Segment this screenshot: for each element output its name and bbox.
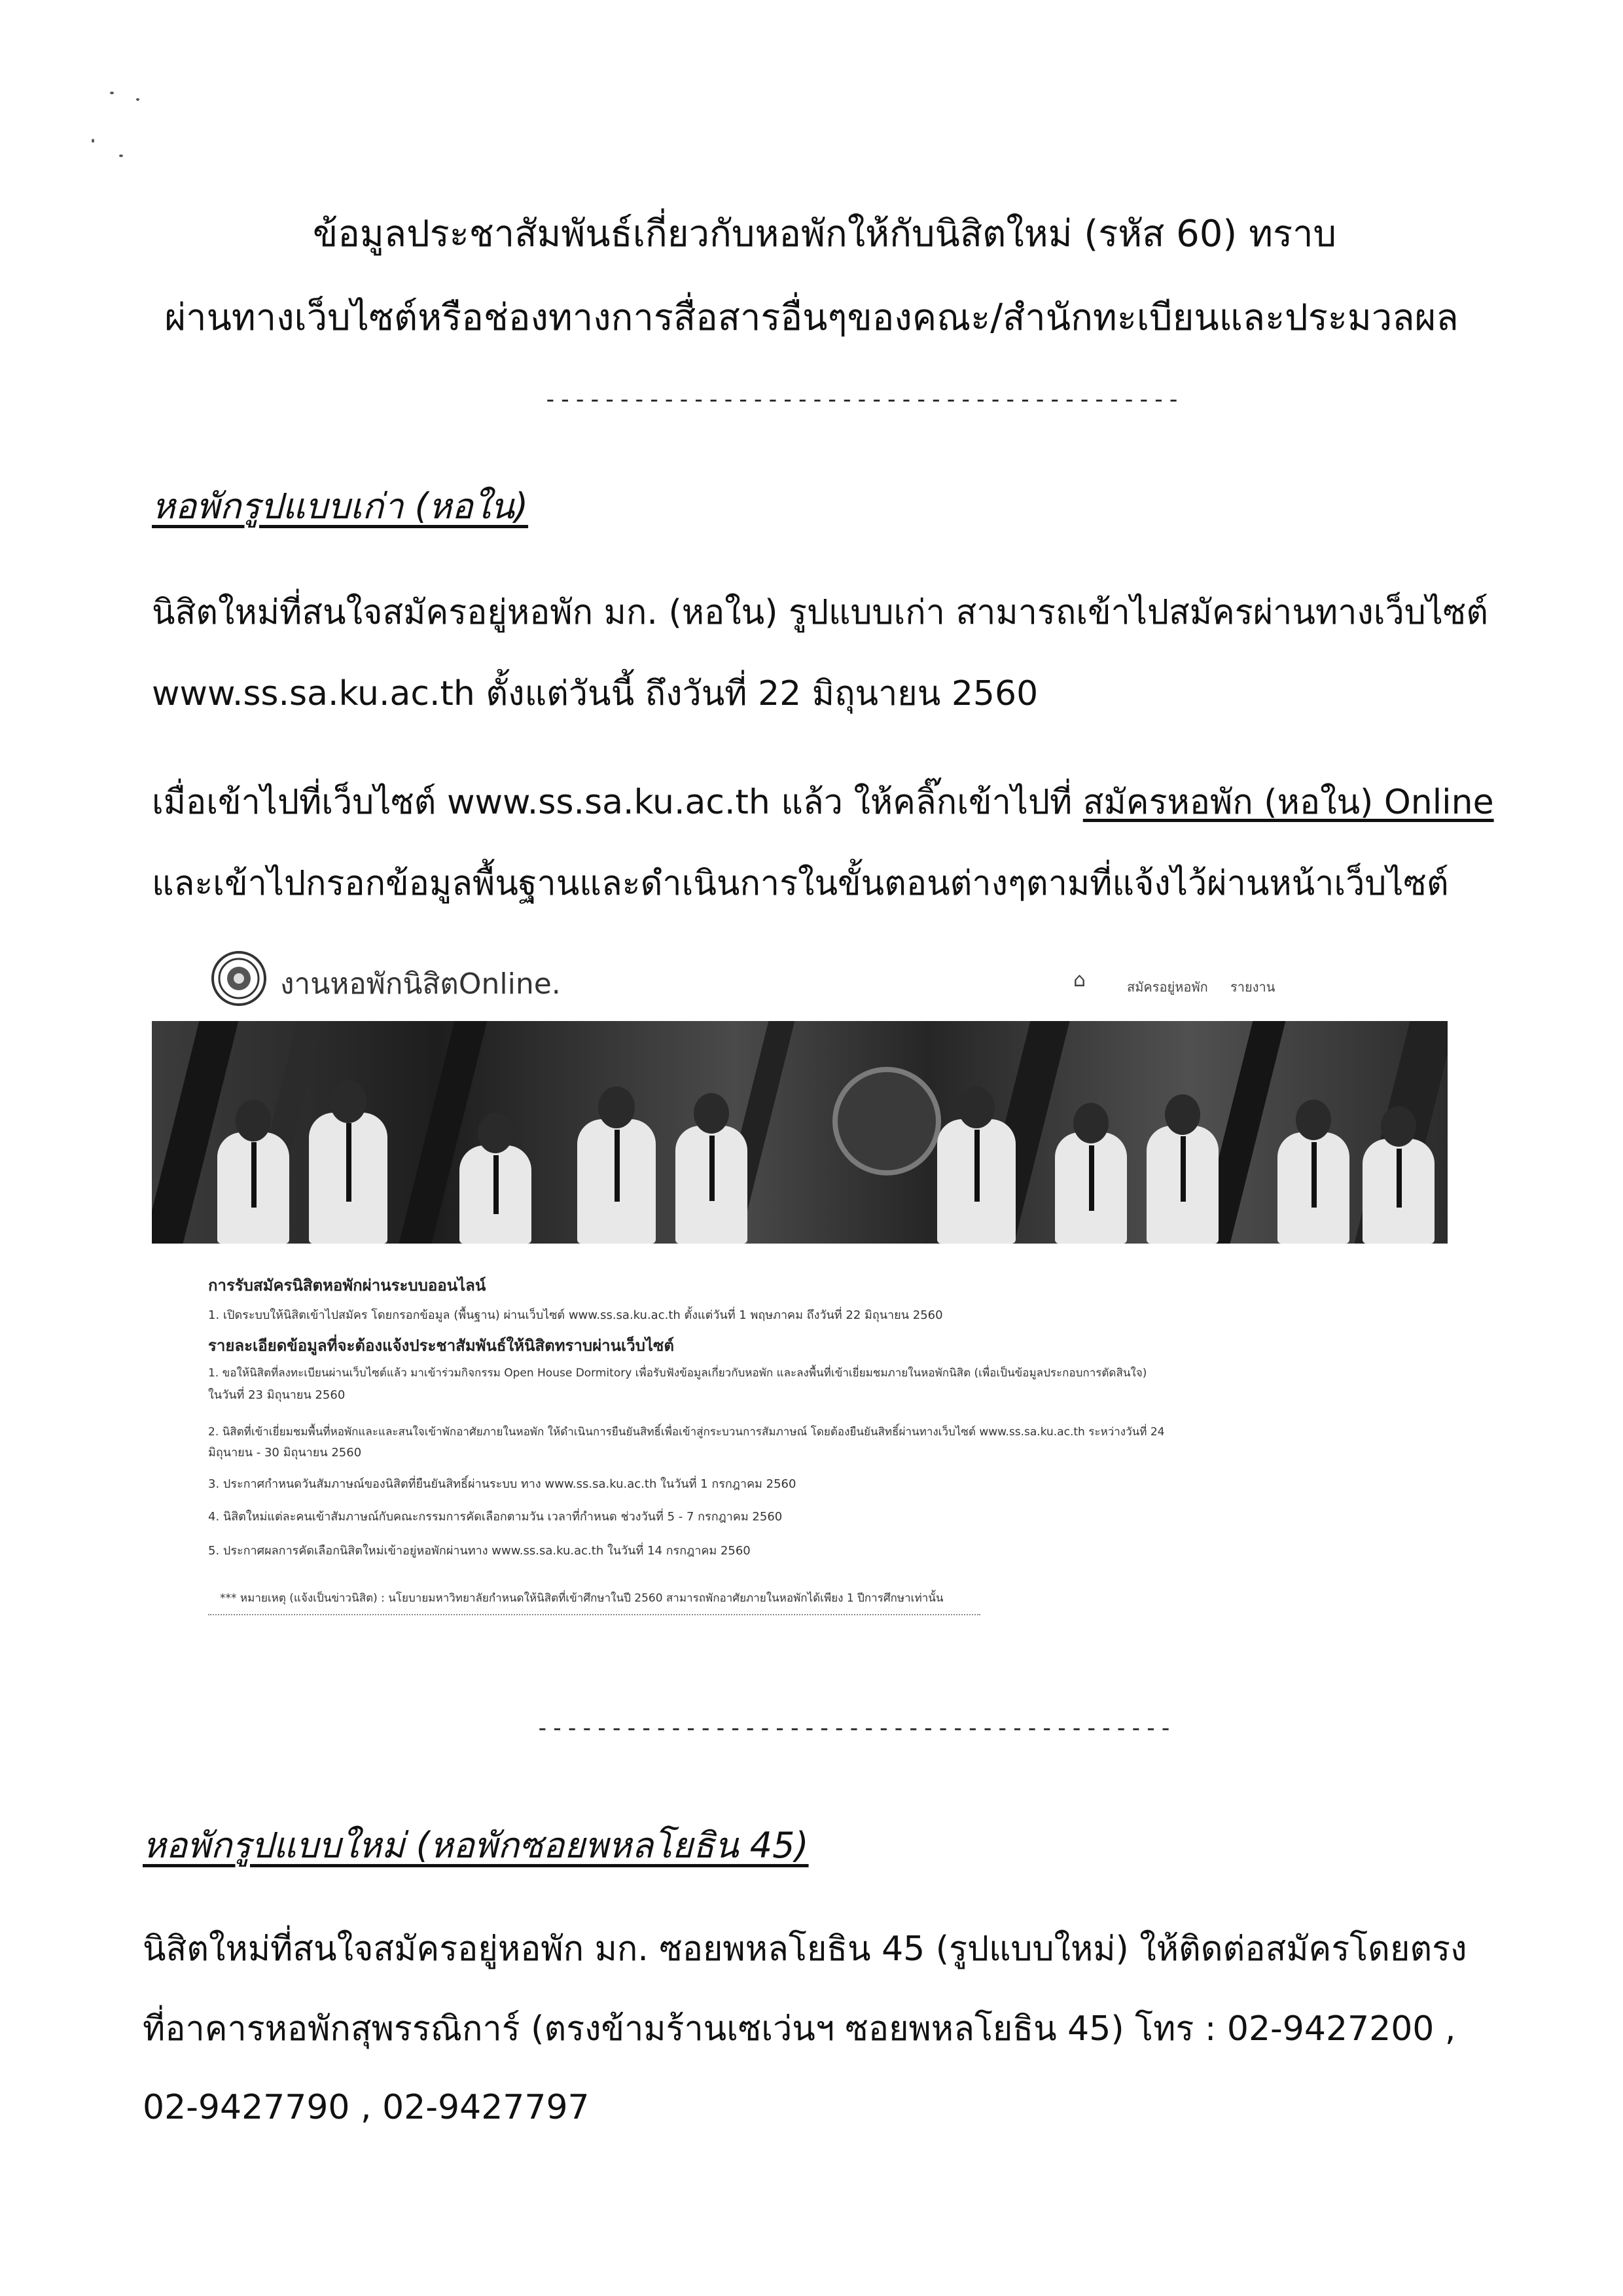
separator-top: ------------------------------------------- [543, 386, 1181, 413]
announcement-item-1-line-2: ในวันที่ 23 มิถุนายน 2560 [208, 1388, 346, 1402]
announcement-item-1-line-1: 1. ขอให้นิสิตที่ลงทะเบียนผ่านเว็บไซต์แล้ว มาเข้าร่วมกิจกรรม Open House Dormitory เพื่อรับฟังข้อมูลเกี่ยวกับหอพัก และลงพื้นที่เข้าเยี่ยมชมภายในหอพักนิสิต (เพื่อเป็นข้อมูลประกอบการตัดสินใจ) [208, 1367, 1147, 1380]
old-dorm-heading: หอพักรูปแบบเก่า (หอใน) [152, 486, 529, 527]
new-dorm-heading: หอพักรูปแบบใหม่ (หอพักซอยพหลโยธิน 45) [143, 1825, 809, 1866]
new-dorm-line-3: 02-9427790 , 02-9427797 [143, 2088, 590, 2127]
document-title-line-2: ผ่านทางเว็บไซต์หรือช่องทางการสื่อสารอื่นๆของคณะ/สำนักทะเบียนและประมวลผล [164, 296, 1459, 339]
note-underline-dots [208, 1614, 980, 1615]
scan-speck [136, 98, 139, 101]
new-dorm-line-2: ที่อาคารหอพักสุพรรณิการ์ (ตรงข้ามร้านเซเว่นฯ ซอยพหลโยธิน 45) โทร : 02-9427200 , [143, 2009, 1456, 2049]
old-dorm-para2-line1 [152, 763, 1494, 842]
old-dorm-para1-line1: นิสิตใหม่ที่สนใจสมัครอยู่หอพัก มก. (หอใน) รูปแบบเก่า สามารถเข้าไปสมัครผ่านทางเว็บไซต์ [152, 593, 1488, 632]
online-registration-item-1: 1. เปิดระบบให้นิสิตเข้าไปสมัคร โดยกรอกข้อมูล (พื้นฐาน) ผ่านเว็บไซต์ www.ss.sa.ku.ac.th ตั้งแต่วันที่ 1 พฤษภาคม ถึงวันที่ 22 มิถุนายน 2560 [208, 1308, 943, 1322]
site-banner-photo [152, 1021, 1448, 1244]
announcement-item-4: 4. นิสิตใหม่แต่ละคนเข้าสัมภาษณ์กับคณะกรรมการคัดเลือกตามวัน เวลาที่กำหนด ช่วงวันที่ 5 - 7 กรกฎาคม 2560 [208, 1510, 783, 1524]
home-icon[interactable]: ⌂ [1073, 969, 1086, 992]
announcement-details-heading: รายละเอียดข้อมูลที่จะต้องแจ้งประชาสัมพันธ์ให้นิสิตทราบผ่านเว็บไซต์ [208, 1336, 674, 1355]
nav-register-dorm[interactable]: สมัครอยู่หอพัก [1127, 979, 1208, 995]
new-dorm-line-1: นิสิตใหม่ที่สนใจสมัครอยู่หอพัก มก. ซอยพหลโยธิน 45 (รูปแบบใหม่) ให้ติดต่อสมัครโดยตรง [143, 1929, 1467, 1969]
online-registration-heading: การรับสมัครนิสิตหอพักผ่านระบบออนไลน์ [208, 1276, 486, 1295]
old-dorm-para2-text: เมื่อเข้าไปที่เว็บไซต์ www.ss.sa.ku.ac.th แล้ว ให้คลิ๊กเข้าไปที่ [152, 783, 1083, 822]
announcement-note: *** หมายเหตุ (แจ้งเป็นข่าวนิสิต) : นโยบายมหาวิทยาลัยกำหนดให้นิสิตที่เข้าศึกษาในปี 2560 สามารถพักอาศัยภายในหอพักได้เพียง 1 ปีการศึกษาเท่านั้น [220, 1592, 944, 1605]
scan-speck [119, 154, 123, 157]
site-logo [211, 950, 267, 1007]
old-dorm-para2-line2: และเข้าไปกรอกข้อมูลพื้นฐานและดำเนินการในขั้นตอนต่างๆตามที่แจ้งไว้ผ่านหน้าเว็บไซต์ [152, 864, 1449, 903]
announcement-item-2-line-2: มิถุนายน - 30 มิถุนายน 2560 [208, 1446, 362, 1460]
site-title: งานหอพักนิสิตOnline. [280, 967, 561, 1001]
university-seal-icon [211, 950, 267, 1007]
register-online-link[interactable]: สมัครหอพัก (หอใน) Online [1082, 783, 1494, 822]
scan-speck [110, 92, 114, 94]
announcement-item-2-line-1: 2. นิสิตที่เข้าเยี่ยมชมพื้นที่หอพักและและสนใจเข้าพักอาศัยภายในหอพัก ให้ดำเนินการยืนยันสิทธิ์เพื่อเข้าสู่กระบวนการสัมภาษณ์ โดยต้องยืนยันสิทธิ์ผ่านทางเว็บไซต์ www.ss.sa.ku.ac.th ระหว่างวันที่ 24 [208, 1426, 1165, 1439]
announcement-item-3: 3. ประกาศกำหนดวันสัมภาษณ์ของนิสิตที่ยืนยันสิทธิ์ผ่านระบบ ทาง www.ss.sa.ku.ac.th ในวันที่ 1 กรกฎาคม 2560 [208, 1477, 796, 1491]
old-dorm-para1-line2: www.ss.sa.ku.ac.th ตั้งแต่วันนี้ ถึงวันที่ 22 มิถุนายน 2560 [152, 674, 1039, 713]
separator-bottom: ------------------------------------------- [535, 1715, 1173, 1742]
nav-report[interactable]: รายงาน [1230, 979, 1275, 995]
announcement-item-5: 5. ประกาศผลการคัดเลือกนิสิตใหม่เข้าอยู่หอพักผ่านทาง www.ss.sa.ku.ac.th ในวันที่ 14 กรกฎาคม 2560 [208, 1544, 751, 1558]
scan-speck [92, 139, 94, 143]
document-title-line-1: ข้อมูลประชาสัมพันธ์เกี่ยวกับหอพักให้กับนิสิตใหม่ (รหัส 60) ทราบ [312, 213, 1337, 255]
